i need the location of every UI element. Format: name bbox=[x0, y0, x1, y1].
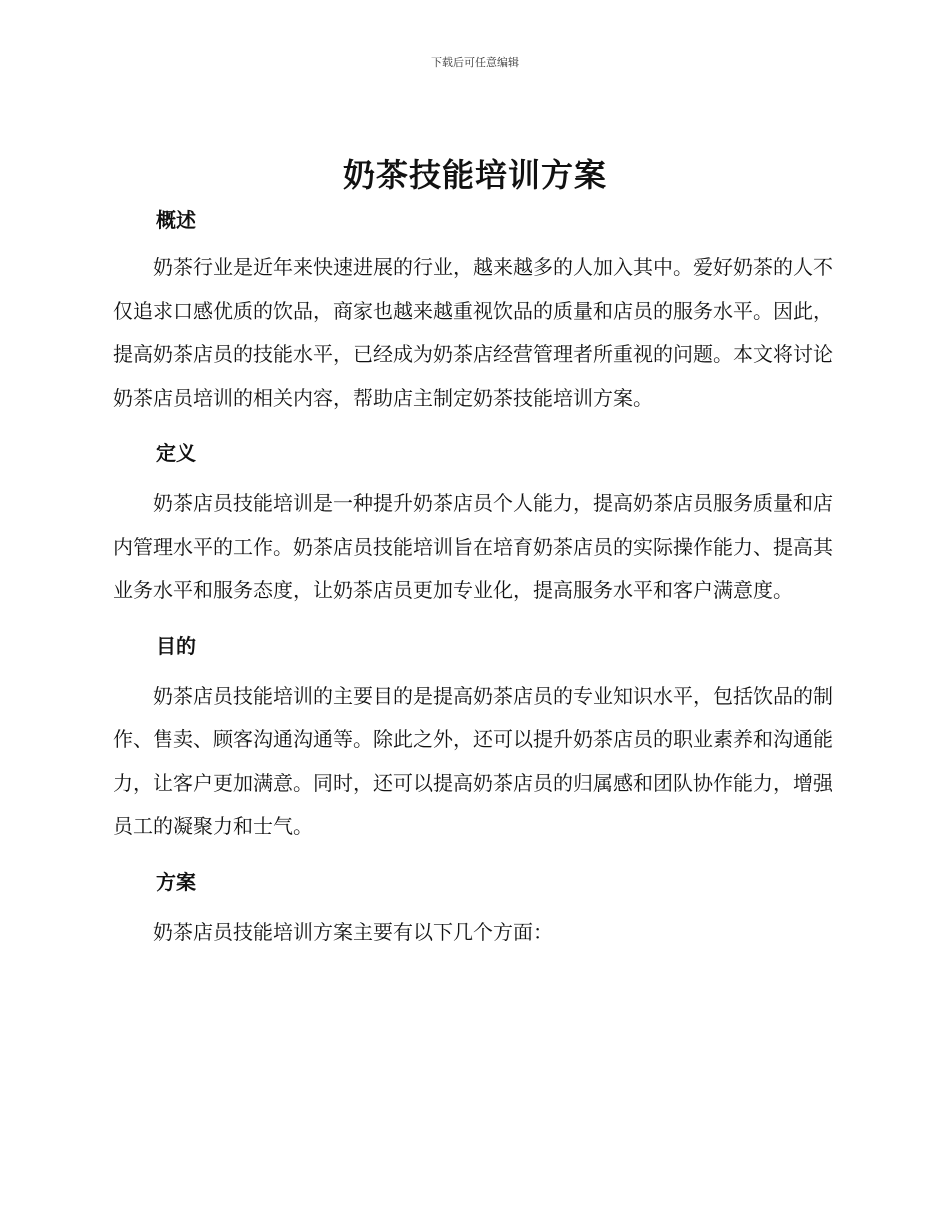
section-paragraph-definition: 奶茶店员技能培训是一种提升奶茶店员个人能力，提高奶茶店员服务质量和店内管理水平的工作。奶茶店员技能培训旨在培育奶茶店员的实际操作能力、提高其业务水平和服务态度，让奶茶店员更加专业化，提高服务水平和客户满意度。 bbox=[113, 491, 833, 602]
section-heading-overview: 概述 bbox=[156, 208, 196, 232]
section-paragraph-purpose: 奶茶店员技能培训的主要目的是提高奶茶店员的专业知识水平，包括饮品的制作、售卖、顾客沟通沟通等。除此之外，还可以提升奶茶店员的职业素养和沟通能力，让客户更加满意。同时，还可以提高奶茶店员的归属感和团队协作能力，增强员工的凝聚力和士气。 bbox=[113, 683, 833, 838]
section-heading-definition: 定义 bbox=[156, 441, 196, 465]
section-heading-purpose: 目的 bbox=[156, 633, 196, 658]
section-paragraph-overview: 奶茶行业是近年来快速进展的行业，越来越多的人加入其中。爱好奶茶的人不仅追求口感优质的饮品，商家也越来越重视饮品的质量和店员的服务水平。因此，提高奶茶店员的技能水平，已经成为奶茶店经营管理者所重视的问题。本文将讨论奶茶店员培训的相关内容，帮助店主制定奶茶技能培训方案。 bbox=[113, 255, 833, 410]
document-title: 奶茶技能培训方案 bbox=[342, 156, 607, 194]
page-header-note: 下载后可任意编辑 bbox=[431, 56, 519, 69]
document-body bbox=[113, 200, 833, 966]
section-paragraph-plan: 奶茶店员技能培训方案主要有以下几个方面： bbox=[153, 919, 553, 944]
section-heading-plan: 方案 bbox=[156, 869, 196, 894]
